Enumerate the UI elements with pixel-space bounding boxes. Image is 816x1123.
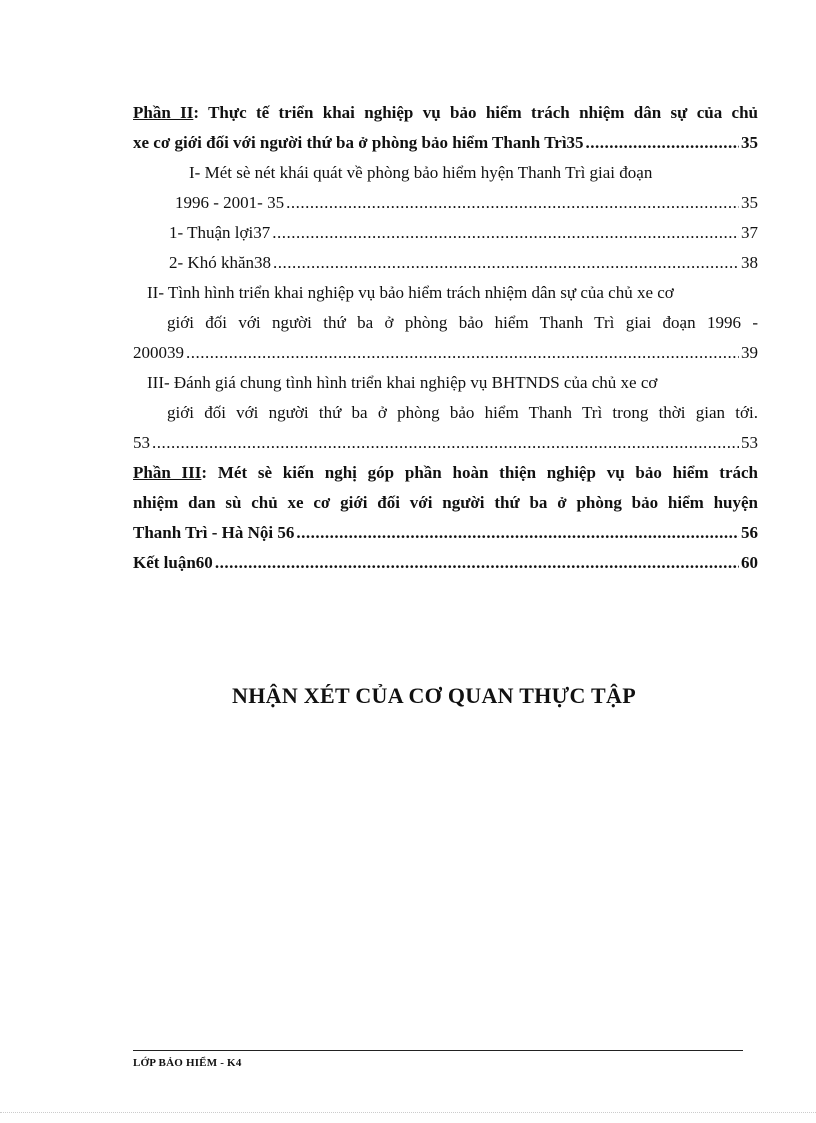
toc-s1a[interactable]: 1- Thuận lợi37 ..... 37 [133, 218, 758, 248]
page-number: 60 [741, 553, 758, 572]
leader-dots [586, 128, 739, 158]
page-number: 38 [741, 253, 758, 272]
leader-dots [272, 218, 739, 248]
toc-s1-line2[interactable]: 1996 - 2001- 35 ..... 35 [133, 188, 758, 218]
table-of-contents [133, 98, 758, 578]
page-number: 56 [741, 523, 758, 542]
leader-dots [215, 548, 739, 578]
page-number: 37 [741, 223, 758, 242]
footer-divider [133, 1050, 743, 1051]
toc-s3-line1[interactable]: III- Đánh giá chung tình hình triển khai nghiệp vụ BHTNDS của chủ xe cơ [147, 373, 658, 392]
toc-part3-line2[interactable]: nhiệm dan sù chủ xe cơ giới đối với người thứ ba ở phòng bảo hiểm huyện [133, 493, 758, 512]
page-edge [0, 1112, 816, 1113]
leader-dots [296, 518, 739, 548]
toc-s1-line1[interactable]: I- Mét sè nét khái quát về phòng bảo hiểm hyện Thanh Trì giai đoạn [189, 163, 653, 182]
toc-s2-line1[interactable]: II- Tình hình triển khai nghiệp vụ bảo hiểm trách nhiệm dân sự của chủ xe cơ [147, 283, 674, 302]
section-heading: NHẬN XÉT CỦA CƠ QUAN THỰC TẬP [232, 683, 636, 708]
toc-part2-label: Phần II [133, 103, 194, 122]
leader-dots [273, 248, 739, 278]
page-number: 53 [741, 433, 758, 452]
toc-s1b[interactable]: 2- Khó khăn38 ..... 38 [133, 248, 758, 278]
leader-dots [186, 338, 739, 368]
toc-s3-line2[interactable]: giới đối với người thứ ba ở phòng bảo hiểm Thanh Trì trong thời gian tới. [167, 403, 758, 422]
footer-class-label: LỚP BẢO HIỂM - K4 [133, 1057, 242, 1069]
toc-s3-line3[interactable]: 53 ..... 53 [133, 428, 758, 458]
toc-part2-line1[interactable]: Phần II: Thực tế triển khai nghiệp vụ bảo hiểm trách nhiệm dân sự của chủ [133, 103, 758, 122]
toc-part3-line3[interactable]: Thanh Trì - Hà Nội 56 ..... 56 [133, 518, 758, 548]
leader-dots [152, 428, 739, 458]
page-number: 35 [741, 193, 758, 212]
toc-part3-line1[interactable]: Phần III: Mét sè kiến nghị góp phần hoàn thiện nghiệp vụ bảo hiểm trách [133, 463, 759, 482]
toc-part3-label: Phần III [133, 463, 202, 482]
leader-dots [286, 188, 739, 218]
page-number: 35 [741, 133, 758, 152]
toc-conclusion[interactable]: Kết luận60 ..... 60 [133, 548, 758, 578]
toc-s2-line2[interactable]: giới đối với người thứ ba ở phòng bảo hiểm Thanh Trì giai đoạn 1996 - [167, 313, 758, 332]
page-number: 39 [741, 343, 758, 362]
toc-part2-line2[interactable]: xe cơ giới đối với người thứ ba ở phòng bảo hiểm Thanh Trì35 ..... 35 [133, 128, 758, 158]
toc-s2-line3[interactable]: 200039 ..... 39 [133, 338, 758, 368]
